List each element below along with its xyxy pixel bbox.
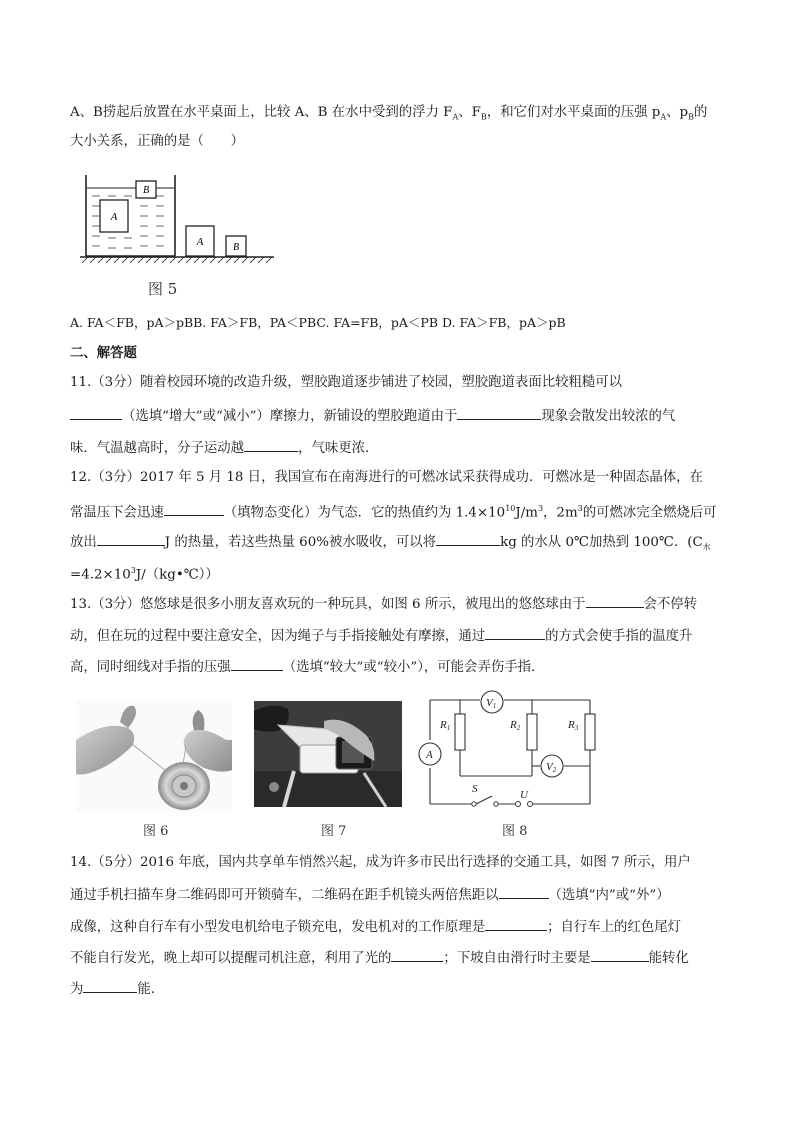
q11-blank-2[interactable] — [457, 405, 541, 420]
q12-line4: $=4.2\times 10^3J/(kg•℃)$） — [70, 566, 219, 583]
q11-line3: 味．气温越高时，分子运动越 ，气味更浓． — [70, 437, 378, 459]
q10-line1: A、B捞起后放置在水平桌面上，比较 A、B 在水中受到的浮力 $F_A$、$F_B$，和它们对水平桌面的压强 $p_A$、$p_B$的 — [70, 105, 708, 122]
q12-blank-1[interactable] — [164, 501, 224, 516]
v1-label: V1 — [486, 697, 497, 710]
q12-line1: 12.（3分）2017 年 5 月 18 日，我国宣布在南海进行的可燃冰试采获得成功．可燃冰是一种固态晶体，在 — [70, 470, 703, 485]
figure-5 — [78, 170, 278, 270]
q14-line5: 为 能． — [70, 978, 164, 1000]
r2-label: R2 — [510, 719, 521, 732]
q14-blank-5[interactable] — [83, 978, 137, 993]
figure-6-yoyo-photo — [76, 700, 232, 812]
box-a-table-label: A — [196, 236, 204, 248]
q14-line2: 通过手机扫描车身二维码即可开锁骑车，二维码在距手机镜头两倍焦距以 （选填“内”或“外”） — [70, 884, 670, 906]
figure-8-circuit — [414, 690, 604, 810]
box-a-label: A — [110, 211, 118, 223]
q14-blank-3[interactable] — [391, 947, 443, 962]
q12-blank-2[interactable] — [97, 531, 165, 546]
q14-line1: 14.（5分）2016 年底，国内共享单车悄然兴起，成为许多市民出行选择的交通工具，如图 7 所示，用户 — [70, 855, 691, 870]
q13-blank-2[interactable] — [485, 625, 545, 640]
r1-label: R1 — [440, 719, 451, 732]
q11-line2: （选填“增大”或“减小”）摩擦力，新铺设的塑胶跑道由于 现象会散发出较浓的气 — [70, 405, 675, 427]
q11-line1: 11.（3分）随着校园环境的改造升级，塑胶跑道逐步铺进了校园，塑胶跑道表面比较粗糙可以 — [70, 375, 623, 390]
figure-7-caption: 图 7 — [321, 824, 347, 839]
q11-blank-3[interactable] — [244, 437, 298, 452]
box-b-table-label: B — [232, 242, 240, 253]
voltage-label: U — [520, 789, 528, 801]
q13-line3: 高，同时细线对手指的压强 （选填“较大”或“较小”），可能会弄伤手指． — [70, 656, 544, 678]
q14-blank-2[interactable] — [485, 916, 547, 931]
figure-8-caption: 图 8 — [502, 824, 528, 839]
q14-blank-4[interactable] — [591, 947, 649, 962]
figure-7-bike-photo — [254, 701, 402, 807]
q14-blank-1[interactable] — [499, 884, 549, 899]
q12-blank-3[interactable] — [436, 531, 500, 546]
q13-blank-3[interactable] — [231, 656, 283, 671]
q13-line1: 13.（3分）悠悠球是很多小朋友喜欢玩的一种玩具，如图 6 所示，被甩出的悠悠球由于 会不停转 — [70, 593, 697, 615]
q10-options: A. FA＜FB，pA＞pBB. FA＞FB，PA＜PBC. FA=FB，pA＜PB D. FA＞FB，pA＞pB — [70, 315, 566, 330]
q14-line4: 不能自行发光，晚上却可以提醒司机注意，利用了光的 ；下坡自由滑行时主要是 能转化 — [70, 947, 689, 969]
v2-label: V2 — [546, 761, 557, 774]
q10-line2: 大小关系，正确的是（ ） — [70, 134, 245, 149]
q13-line2: 动，但在玩的过程中要注意安全，因为绳子与手指接触处有摩擦，通过 的方式会使手指的温度升 — [70, 625, 692, 647]
switch-label: S — [472, 783, 478, 795]
box-b-label-water: B — [142, 185, 150, 196]
r3-label: R3 — [568, 719, 579, 732]
ammeter-label: A — [426, 749, 433, 761]
q12-line3: 放出 J 的热量，若这些热量 60%被水吸收，可以将 kg 的水从 0℃加热到 100℃．($C_水$ — [70, 531, 711, 558]
q13-blank-1[interactable] — [586, 593, 644, 608]
q11-blank-1[interactable] — [70, 405, 122, 420]
figure-6-caption: 图 6 — [143, 824, 169, 839]
section-title: 二、解答题 — [70, 346, 137, 361]
q12-line2: 常温压下会迅速 （填物态变化）为气态．它的热值约为 $1.4\times 10^{10}J/m^3$，$2m^3$的可燃冰完全燃烧后可 — [70, 499, 717, 523]
q14-line3: 成像，这种自行车有小型发电机给电子锁充电，发电机对的工作原理是 ；自行车上的红色尾灯 — [70, 916, 681, 938]
figure-5-caption: 图 5 — [148, 280, 178, 298]
